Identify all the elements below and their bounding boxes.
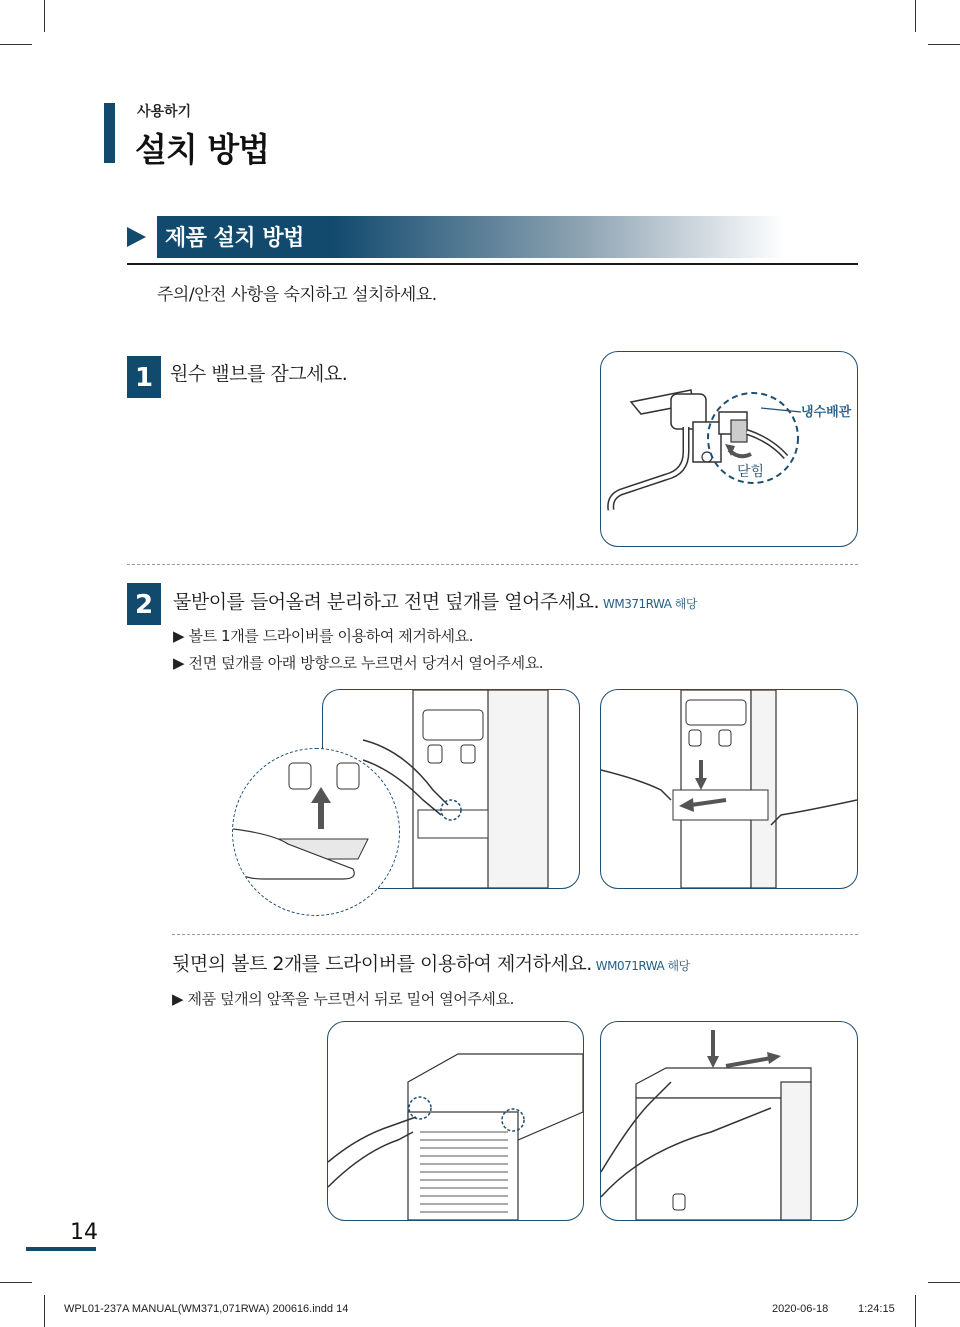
rear-bolts-illustration (327, 1021, 584, 1221)
pipe-label: 냉수배관 (801, 405, 852, 420)
intro-text: 주의/안전 사항을 숙지하고 설치하세요. (157, 285, 437, 305)
step-number-1: 1 (127, 356, 161, 398)
divider (172, 934, 858, 935)
section-tag: 사용하기 (137, 104, 192, 120)
crop-mark (915, 0, 916, 32)
page-number: 14 (70, 1220, 98, 1245)
step2-bullet-1: ▶ 볼트 1개를 드라이버를 이용하여 제거하세요. (173, 627, 474, 645)
top-cover-illustration (600, 1021, 858, 1221)
step2-model: WM371RWA 해당 (603, 597, 697, 611)
valve-illustration (600, 351, 858, 547)
crop-mark (928, 44, 960, 45)
page-number-bar (26, 1247, 96, 1251)
crop-mark (0, 44, 32, 45)
footer-time: 1:24:15 (858, 1303, 895, 1315)
banner-arrow-icon (127, 227, 146, 247)
footer-date: 2020-06-18 (772, 1303, 829, 1315)
footer-file: WPL01-237A MANUAL(WM371,071RWA) 200616.indd 14 (64, 1303, 349, 1315)
crop-mark (44, 0, 45, 32)
step3-text: 뒷면의 볼트 2개를 드라이버를 이용하여 제거하세요. (172, 953, 592, 975)
step3-bullet-1: ▶ 제품 덮개의 앞쪽을 누르면서 뒤로 밀어 열어주세요. (172, 990, 514, 1008)
crop-mark (915, 1295, 916, 1327)
step3-model: WM071RWA 해당 (595, 959, 690, 973)
step3-heading (172, 949, 690, 976)
closed-label: 닫힘 (737, 464, 765, 480)
front-cover-illustration (600, 689, 858, 889)
crop-mark (0, 1282, 32, 1283)
page-title: 설치 방법 (135, 130, 270, 169)
crop-mark (44, 1295, 45, 1327)
crop-mark (928, 1282, 960, 1283)
banner-title: 제품 설치 방법 (165, 226, 304, 251)
tray-detail-circle (232, 748, 400, 916)
divider (127, 564, 858, 565)
banner-rule (127, 263, 858, 265)
title-accent-bar (104, 103, 115, 163)
step-number-2: 2 (127, 583, 161, 625)
step2-heading (173, 587, 697, 614)
step1-text: 원수 밸브를 잠그세요. (170, 363, 348, 385)
step2-bullet-2: ▶ 전면 덮개를 아래 방향으로 누르면서 당겨서 열어주세요. (173, 654, 544, 672)
step2-text: 물받이를 들어올려 분리하고 전면 덮개를 열어주세요. (173, 591, 600, 613)
